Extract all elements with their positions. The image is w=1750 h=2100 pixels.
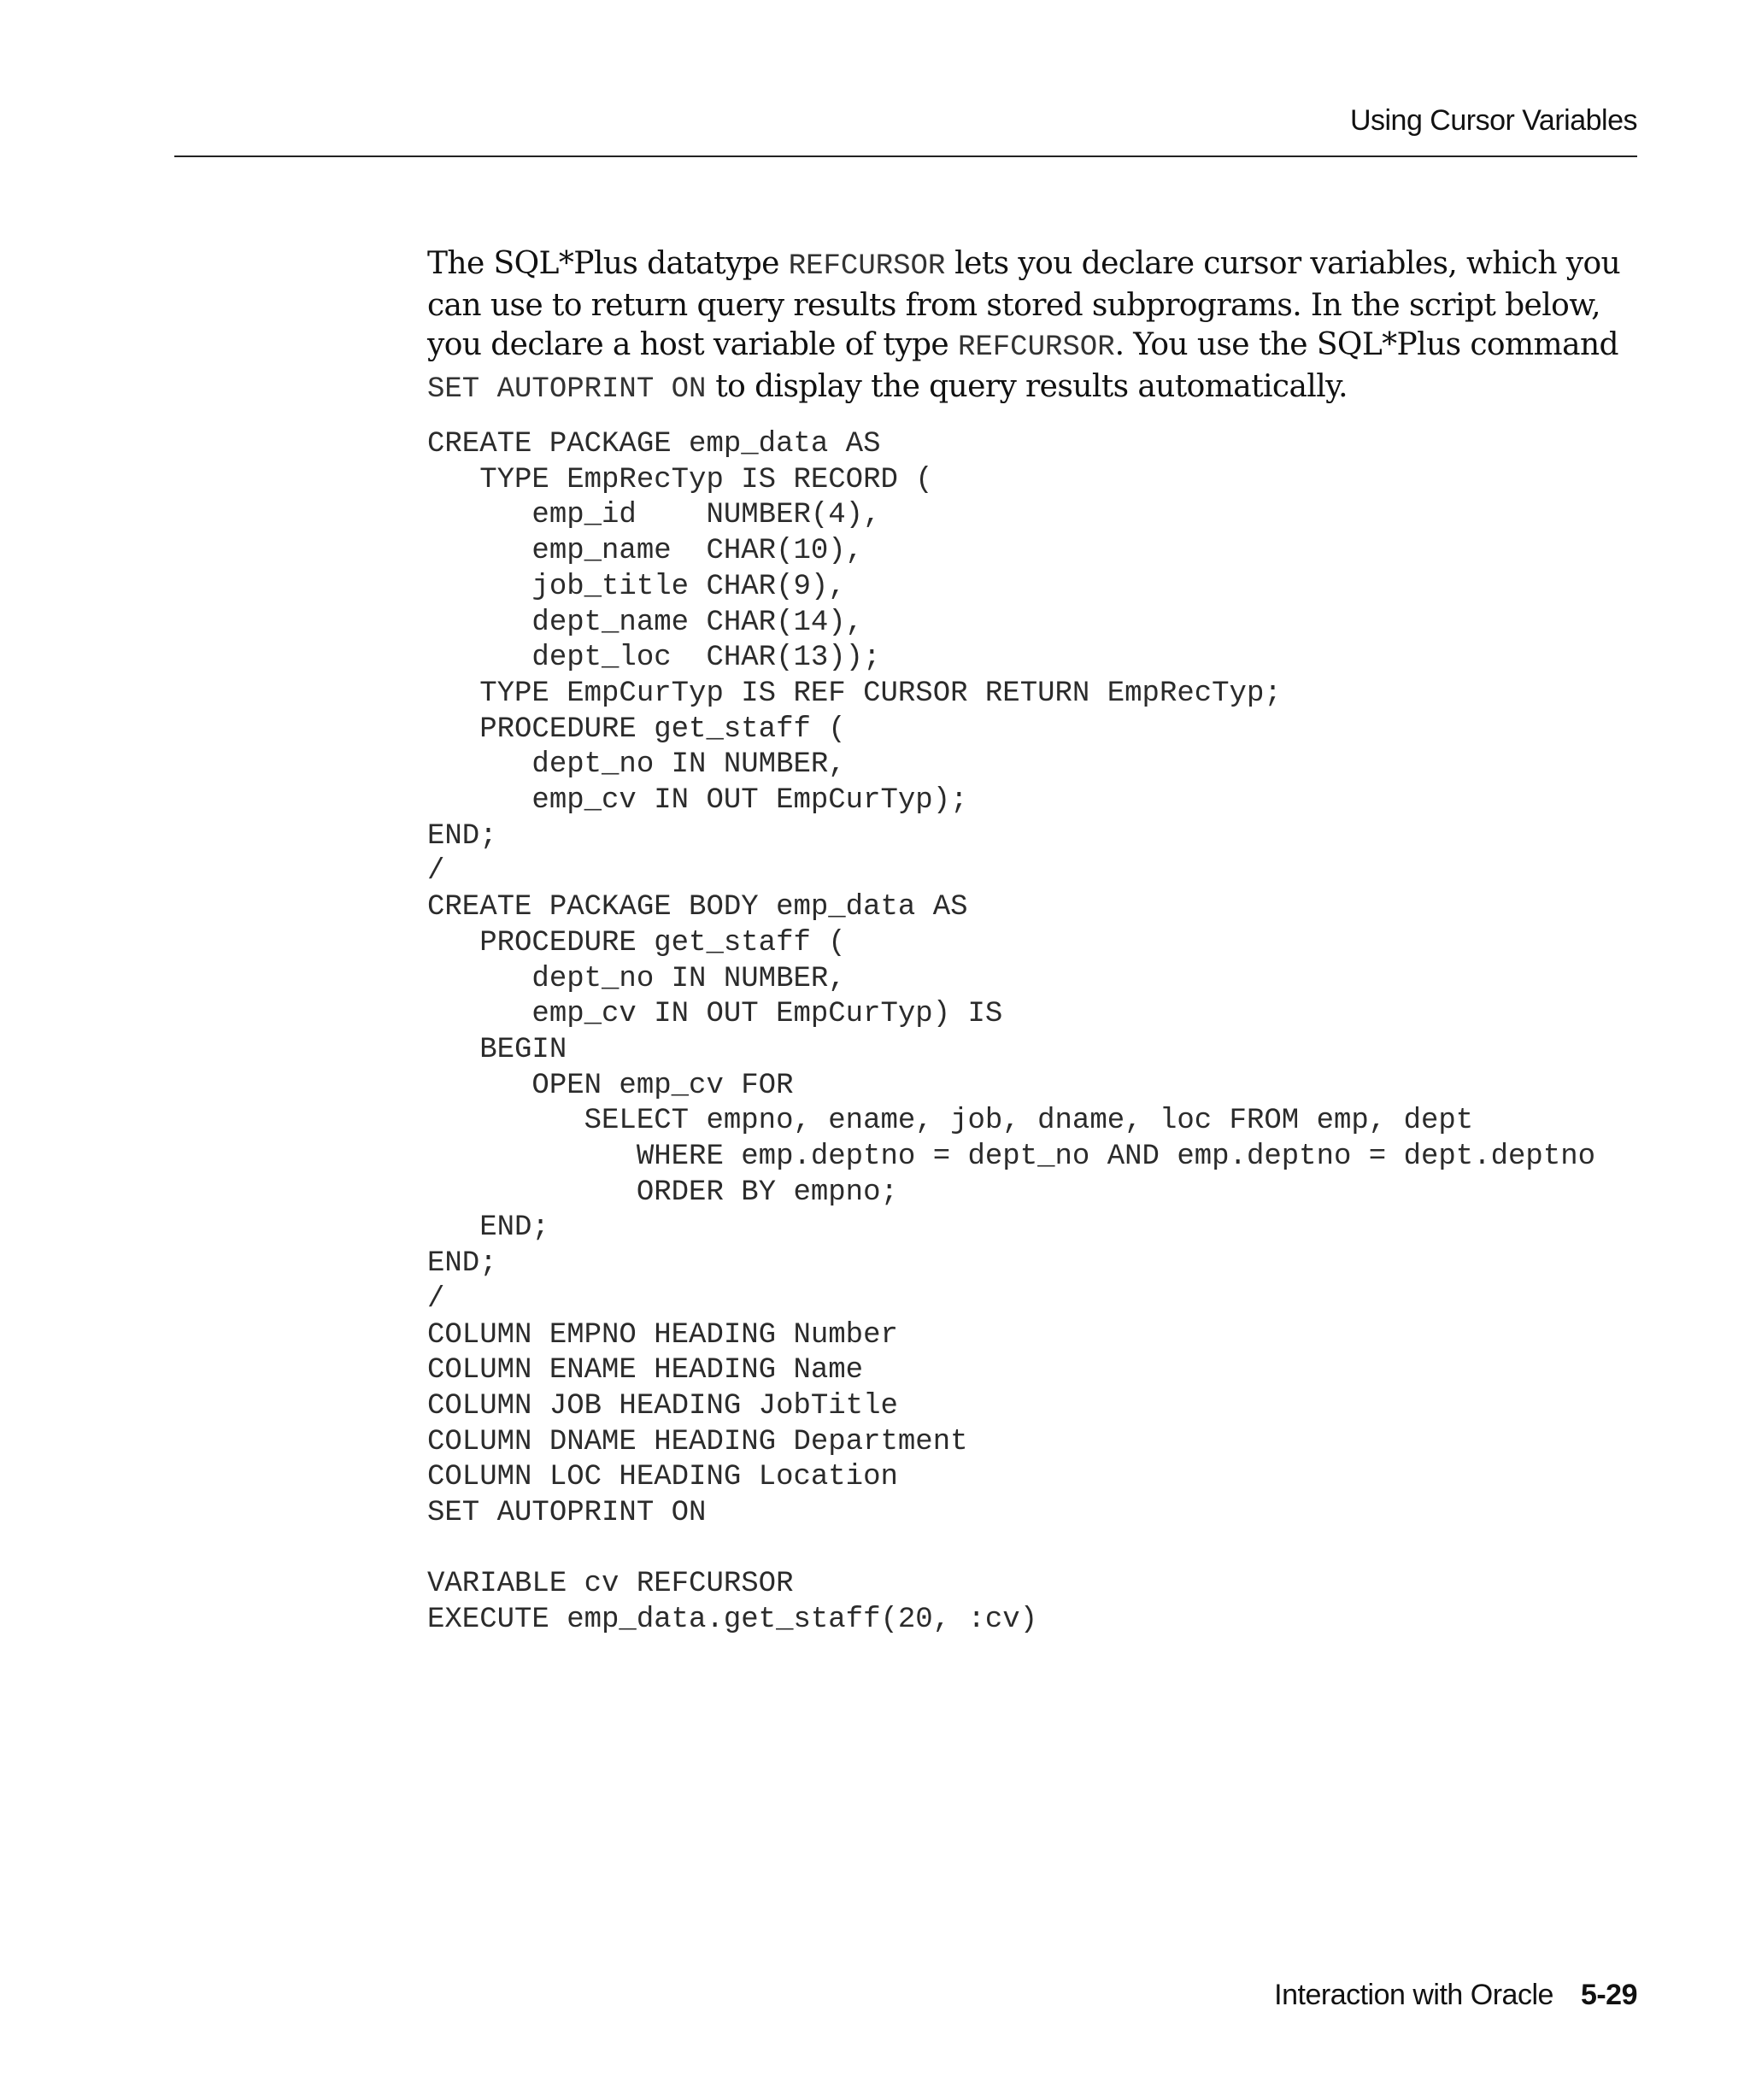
paragraph-text-3: . You use the SQL*Plus command [1114, 327, 1618, 362]
code-line: PROCEDURE get_staff ( [427, 926, 846, 959]
code-line: emp_cv IN OUT EmpCurTyp); [427, 784, 968, 818]
inline-code-refcursor: REFCURSOR [788, 250, 946, 283]
paragraph-text-2: lets you declare cursor variables, which you can use to return query results from stored subprograms. In the script below, you declare a host variable of type [427, 246, 1621, 362]
inline-code-refcursor-2: REFCURSOR [957, 331, 1115, 364]
page-number: 5-29 [1580, 1979, 1637, 2011]
code-line: SET AUTOPRINT ON [427, 1497, 707, 1530]
code-line: BEGIN [427, 1033, 567, 1066]
code-line: dept_loc CHAR(13)); [427, 642, 881, 675]
code-line: PROCEDURE get_staff ( [427, 713, 846, 746]
code-line: emp_id NUMBER(4), [427, 499, 881, 532]
code-line: dept_name CHAR(14), [427, 606, 864, 639]
code-line: COLUMN EMPNO HEADING Number [427, 1318, 898, 1352]
code-line: dept_no IN NUMBER, [427, 748, 846, 782]
page-footer [1274, 1979, 1637, 2012]
code-line: COLUMN ENAME HEADING Name [427, 1354, 864, 1387]
code-line: COLUMN JOB HEADING JobTitle [427, 1389, 898, 1422]
code-line: END; [427, 1211, 549, 1245]
intro-paragraph [427, 244, 1624, 409]
code-line: / [427, 1282, 445, 1316]
code-line: ORDER BY empno; [427, 1176, 898, 1209]
code-line: emp_name CHAR(10), [427, 535, 864, 568]
code-line: CREATE PACKAGE BODY emp_data AS [427, 891, 968, 924]
code-line [427, 1532, 1595, 1568]
code-line: OPEN emp_cv FOR [427, 1069, 794, 1102]
header-divider [174, 155, 1637, 157]
code-line: COLUMN LOC HEADING Location [427, 1461, 898, 1494]
code-line: END; [427, 1247, 497, 1281]
code-line: WHERE emp.deptno = dept_no AND emp.deptno = dept.deptno [427, 1141, 1596, 1174]
inline-code-set-autoprint: SET AUTOPRINT ON [427, 373, 707, 406]
footer-section-title: Interaction with Oracle [1274, 1979, 1553, 2011]
code-line: VARIABLE cv REFCURSOR [427, 1568, 794, 1601]
code-line: TYPE EmpRecTyp IS RECORD ( [427, 463, 933, 496]
code-line: COLUMN DNAME HEADING Department [427, 1425, 968, 1458]
code-line: EXECUTE emp_data.get_staff(20, :cv) [427, 1604, 1038, 1637]
code-line: job_title CHAR(9), [427, 570, 846, 603]
paragraph-text-4: to display the query results automatically. [706, 369, 1348, 404]
code-line: END; [427, 819, 497, 853]
code-line: CREATE PACKAGE emp_data AS [427, 428, 881, 460]
code-line: / [427, 855, 445, 889]
paragraph-text-1: The SQL*Plus datatype [427, 246, 789, 281]
code-line: emp_cv IN OUT EmpCurTyp) IS [427, 998, 1003, 1031]
code-line: SELECT empno, ename, job, dname, loc FROM emp, dept [427, 1105, 1474, 1138]
code-line: TYPE EmpCurTyp IS REF CURSOR RETURN EmpRecTyp; [427, 677, 1282, 710]
running-header-title: Using Cursor Variables [1349, 104, 1637, 137]
code-listing [427, 427, 1595, 1639]
code-line: dept_no IN NUMBER, [427, 962, 846, 995]
